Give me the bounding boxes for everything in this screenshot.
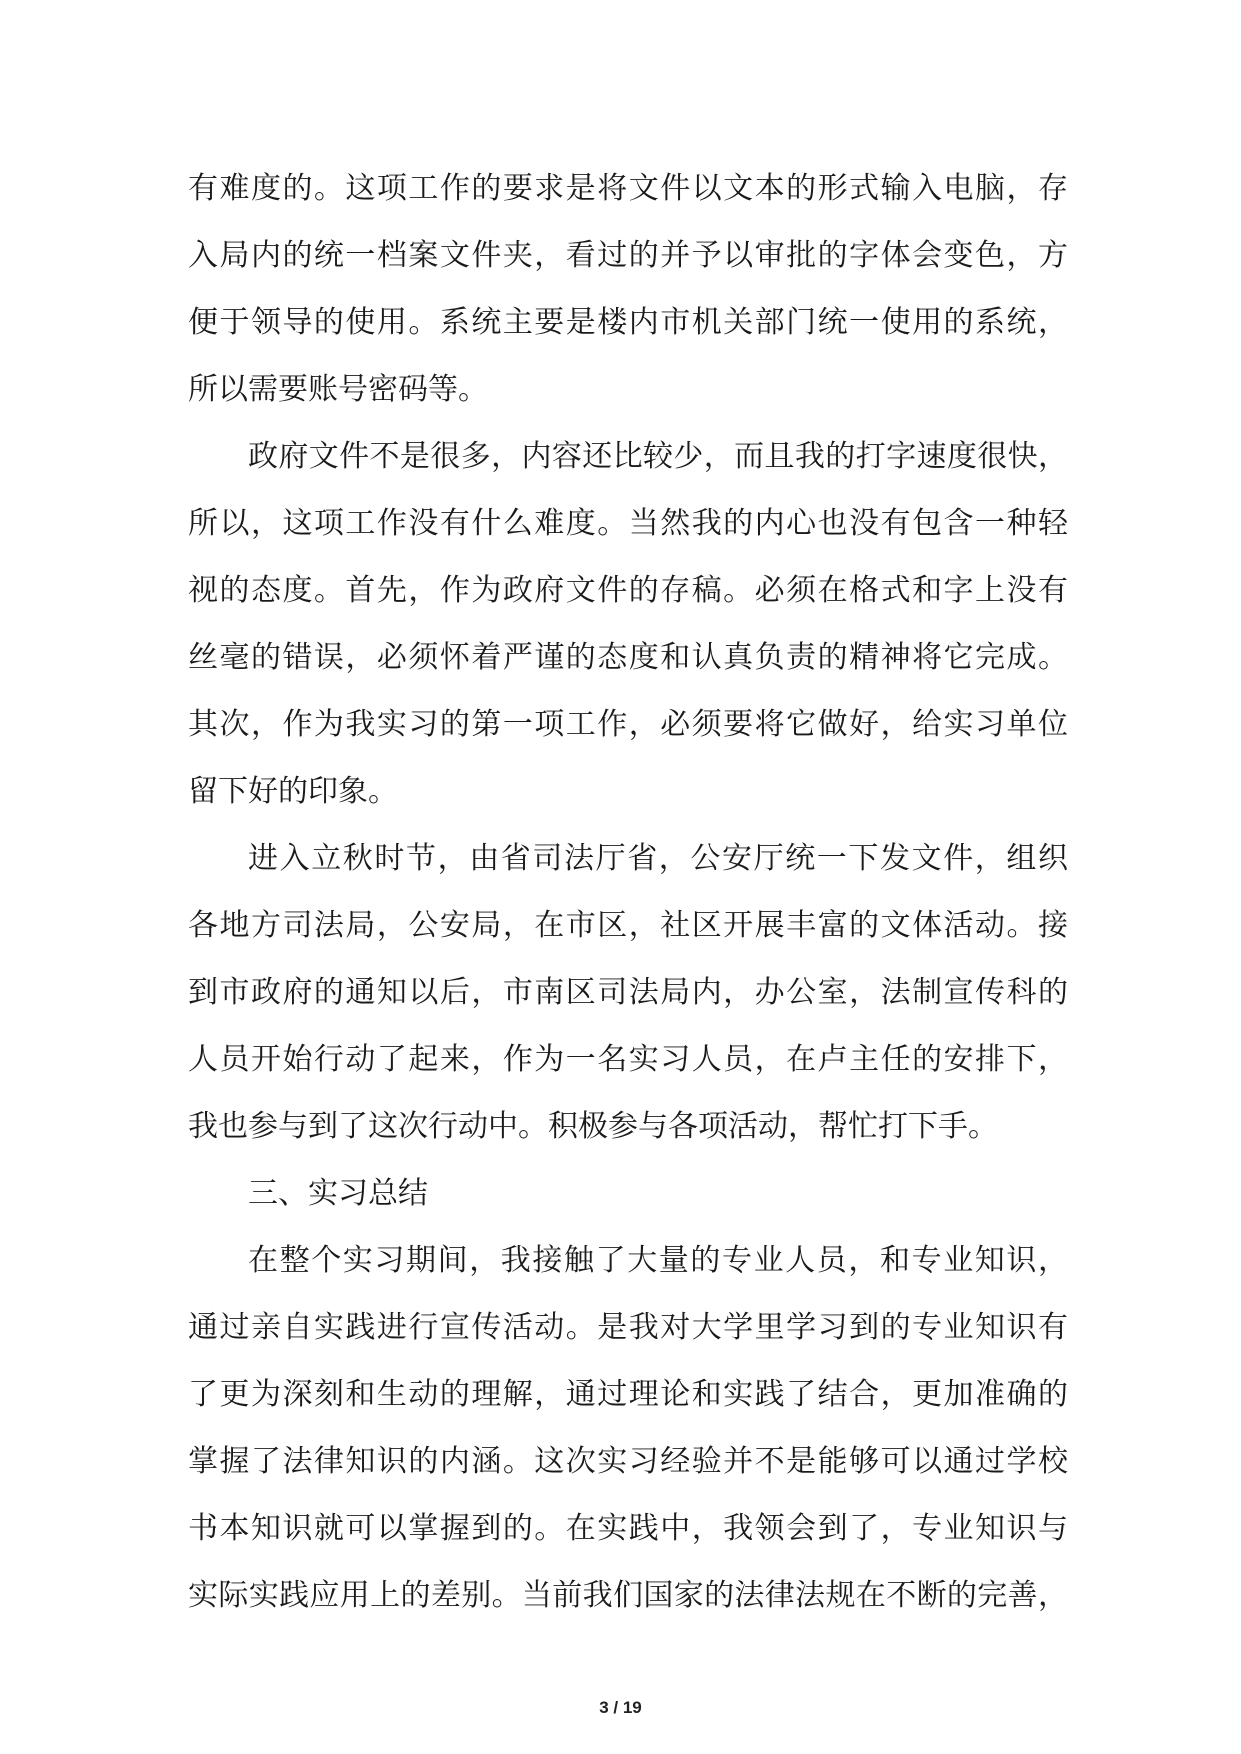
text-line: 政府文件不是很多，内容还比较少，而且我的打字速度很快， — [248, 439, 1068, 474]
text-line: 便于领导的使用。系统主要是楼内市机关部门统一使用的系统， — [188, 305, 1068, 340]
text-line: 视的态度。首先，作为政府文件的存稿。必须在格式和字上没有 — [188, 573, 1068, 608]
text-line: 我也参与到了这次行动中。积极参与各项活动，帮忙打下手。 — [188, 1109, 998, 1144]
text-line: 了更为深刻和生动的理解，通过理论和实践了结合，更加准确的 — [188, 1377, 1068, 1412]
text-line: 其次，作为我实习的第一项工作，必须要将它做好，给实习单位 — [188, 707, 1068, 742]
text-line: 有难度的。这项工作的要求是将文件以文本的形式输入电脑，存 — [188, 171, 1068, 206]
text-line: 在整个实习期间，我接触了大量的专业人员，和专业知识， — [248, 1243, 1068, 1278]
page-number: 3 / 19 — [599, 1698, 642, 1717]
text-line: 所以需要账号密码等。 — [188, 372, 488, 407]
text-line: 通过亲自实践进行宣传活动。是我对大学里学习到的专业知识有 — [188, 1310, 1068, 1345]
text-line: 各地方司法局，公安局，在市区，社区开展丰富的文体活动。接 — [188, 908, 1068, 943]
body-text — [188, 155, 1068, 1629]
text-line: 丝毫的错误，必须怀着严谨的态度和认真负责的精神将它完成。 — [188, 640, 1068, 675]
section-heading: 三、实习总结 — [248, 1176, 428, 1211]
text-line: 书本知识就可以掌握到的。在实践中，我领会到了，专业知识与 — [188, 1511, 1068, 1546]
text-line: 人员开始行动了起来，作为一名实习人员，在卢主任的安排下， — [188, 1042, 1068, 1077]
text-line: 所以，这项工作没有什么难度。当然我的内心也没有包含一种轻 — [188, 506, 1068, 541]
text-line: 进入立秋时节，由省司法厅省，公安厅统一下发文件，组织 — [248, 841, 1068, 876]
text-line: 到市政府的通知以后，市南区司法局内，办公室，法制宣传科的 — [188, 975, 1068, 1010]
text-line: 实际实践应用上的差别。当前我们国家的法律法规在不断的完善， — [188, 1578, 1068, 1613]
text-line: 入局内的统一档案文件夹，看过的并予以审批的字体会变色，方 — [188, 238, 1068, 273]
text-line: 留下好的印象。 — [188, 774, 398, 809]
text-line: 掌握了法律知识的内涵。这次实习经验并不是能够可以通过学校 — [188, 1444, 1068, 1479]
